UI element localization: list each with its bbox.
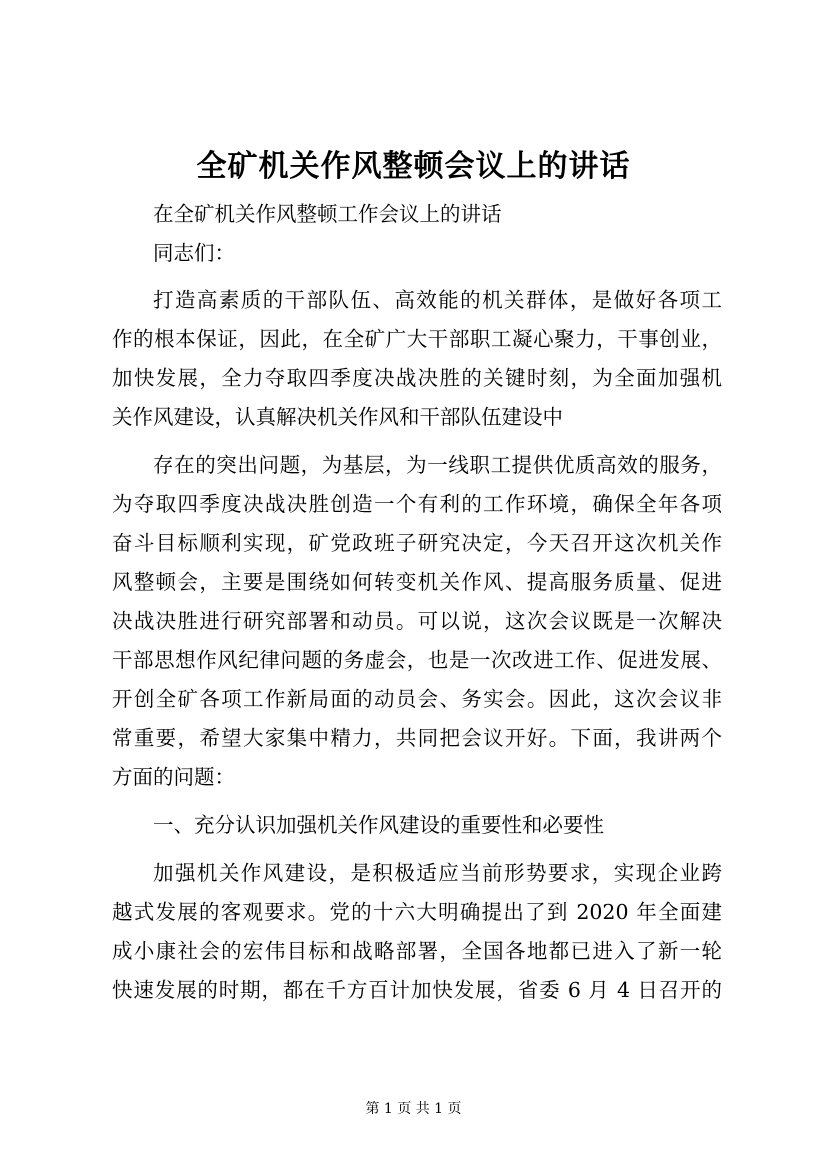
paragraph-line: 决战决胜进行研究部署和动员。可以说，这次会议既是一次解决 — [112, 609, 722, 633]
paragraph-line: 加强机关作风建设，是积极适应当前形势要求，实现企业跨 — [153, 861, 722, 885]
paragraph-line: 奋斗目标顺利实现，矿党政班子研究决定，今天召开这次机关作 — [112, 531, 722, 555]
greeting-line: 同志们： — [153, 241, 235, 265]
paragraph-line: 加快发展，全力夺取四季度决战决胜的关键时刻，为全面加强机 — [112, 366, 722, 390]
paragraph-line: 越式发展的客观要求。党的十六大明确提出了到 2020 年全面建 — [112, 900, 722, 924]
paragraph-line: 常重要，希望大家集中精力，共同把会议开好。下面，我讲两个 — [112, 726, 722, 750]
paragraph-line: 关作风建设，认真解决机关作风和干部队伍建设中 — [112, 405, 563, 429]
section-heading: 一、充分认识加强机关作风建设的重要性和必要性 — [153, 813, 604, 837]
paragraph-line: 方面的问题： — [112, 765, 235, 789]
paragraph-line: 风整顿会，主要是围绕如何转变机关作风、提高服务质量、促进 — [112, 570, 722, 594]
page-footer: 第 1 页 共 1 页 — [365, 1101, 462, 1117]
paragraph-line: 打造高素质的干部队伍、高效能的机关群体，是做好各项工 — [153, 288, 722, 312]
paragraph-line: 为夺取四季度决战决胜创造一个有利的工作环境，确保全年各项 — [112, 492, 722, 516]
paragraph-line: 作的根本保证，因此，在全矿广大干部职工凝心聚力，干事创业， — [112, 327, 722, 351]
paragraph-line: 存在的突出问题，为基层，为一线职工提供优质高效的服务， — [153, 453, 722, 477]
paragraph-line: 成小康社会的宏伟目标和战略部署，全国各地都已进入了新一轮 — [112, 939, 722, 963]
paragraph-line: 干部思想作风纪律问题的务虚会，也是一次改进工作、促进发展、 — [112, 648, 722, 672]
document-title: 全矿机关作风整顿会议上的讲话 — [196, 149, 631, 184]
paragraph-line: 开创全矿各项工作新局面的动员会、务实会。因此，这次会议非 — [112, 687, 722, 711]
subtitle-line: 在全矿机关作风整顿工作会议上的讲话 — [153, 202, 502, 226]
paragraph-line: 快速发展的时期，都在千方百计加快发展，省委 6 月 4 日召开的 — [112, 978, 722, 1002]
